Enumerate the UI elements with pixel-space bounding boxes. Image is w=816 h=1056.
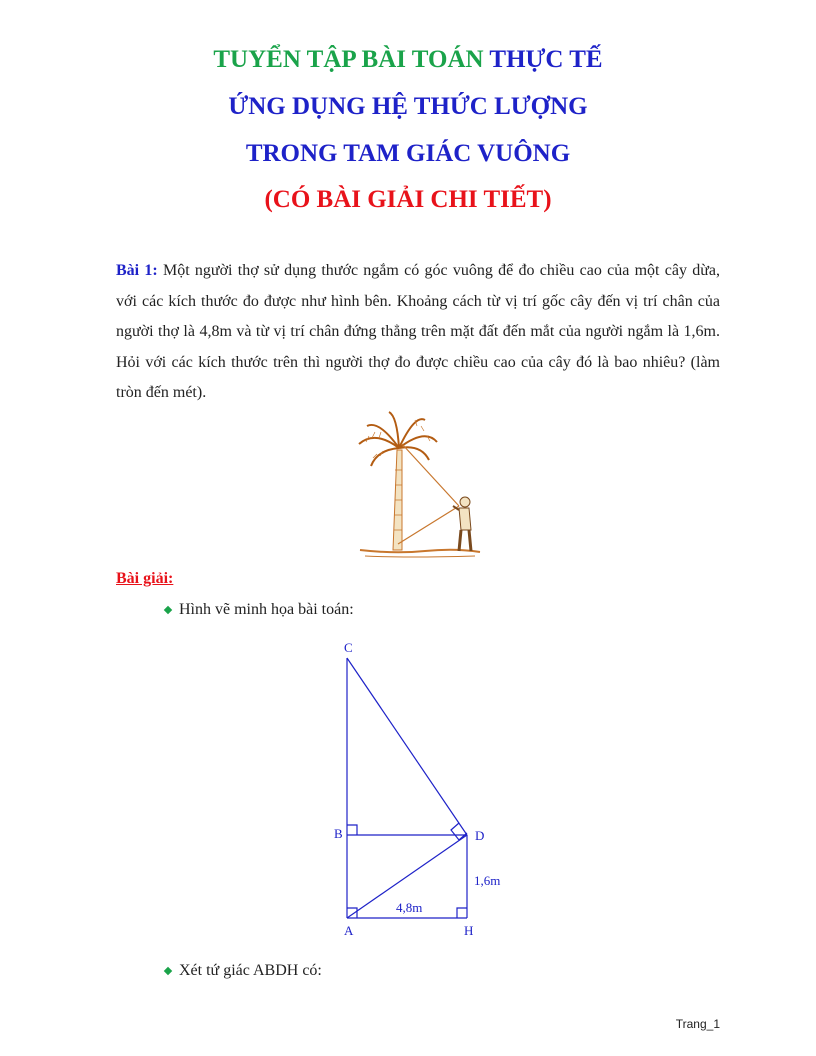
bullet-text-1: Hình vẽ minh họa bài toán:: [179, 601, 354, 618]
bullet-item-2: [163, 961, 322, 981]
bullet-item-1: [163, 600, 354, 620]
solution-label: Bài giải:: [116, 570, 174, 587]
geometry-figure: [330, 635, 520, 945]
right-angle-B: [347, 825, 357, 835]
problem-paragraph: [116, 256, 720, 409]
title-part-blue: THỰC TẾ: [489, 46, 603, 73]
problem-label: Bài 1:: [116, 262, 158, 279]
problem-text: Một người thợ sử dụng thước ngắm có góc vuông để đo chiều cao của một cây dừa, với các kích thước đo được như hình bên. Khoảng cách từ vị trí gốc cây đến vị trí chân của người thợ là 4,8m và từ vị trí chân đứng thẳng trên mặt đất đến mắt của người ngắm là 1,6m. Hỏi với các kích thước trên thì người thợ đo được chiều cao của cây đó là bao nhiêu? (làm tròn đến mét).: [116, 262, 720, 402]
label-A: A: [344, 923, 354, 938]
page-number: Trang_1: [675, 1017, 720, 1031]
label-ground-length: 4,8m: [396, 900, 423, 915]
label-H: H: [464, 923, 474, 938]
right-angle-H: [457, 908, 467, 918]
line-CD: [347, 658, 467, 835]
title-part-green: TUYỂN TẬP BÀI TOÁN: [213, 46, 484, 73]
diamond-bullet-icon: [164, 967, 172, 975]
diamond-bullet-icon: [164, 606, 172, 614]
label-eye-height: 1,6m: [474, 873, 501, 888]
label-C: C: [344, 640, 353, 655]
title-line-4: (CÓ BÀI GIẢI CHI TIẾT): [264, 186, 552, 213]
label-D: D: [475, 828, 485, 843]
title-line-1: [0, 45, 816, 75]
bullet-text-2: Xét tứ giác ABDH có:: [179, 962, 322, 979]
label-B: B: [334, 826, 343, 841]
title-line-2: ỨNG DỤNG HỆ THỨC LƯỢNG: [228, 93, 588, 120]
title-line-3: TRONG TAM GIÁC VUÔNG: [245, 140, 571, 167]
palm-tree-illustration: [355, 410, 485, 560]
